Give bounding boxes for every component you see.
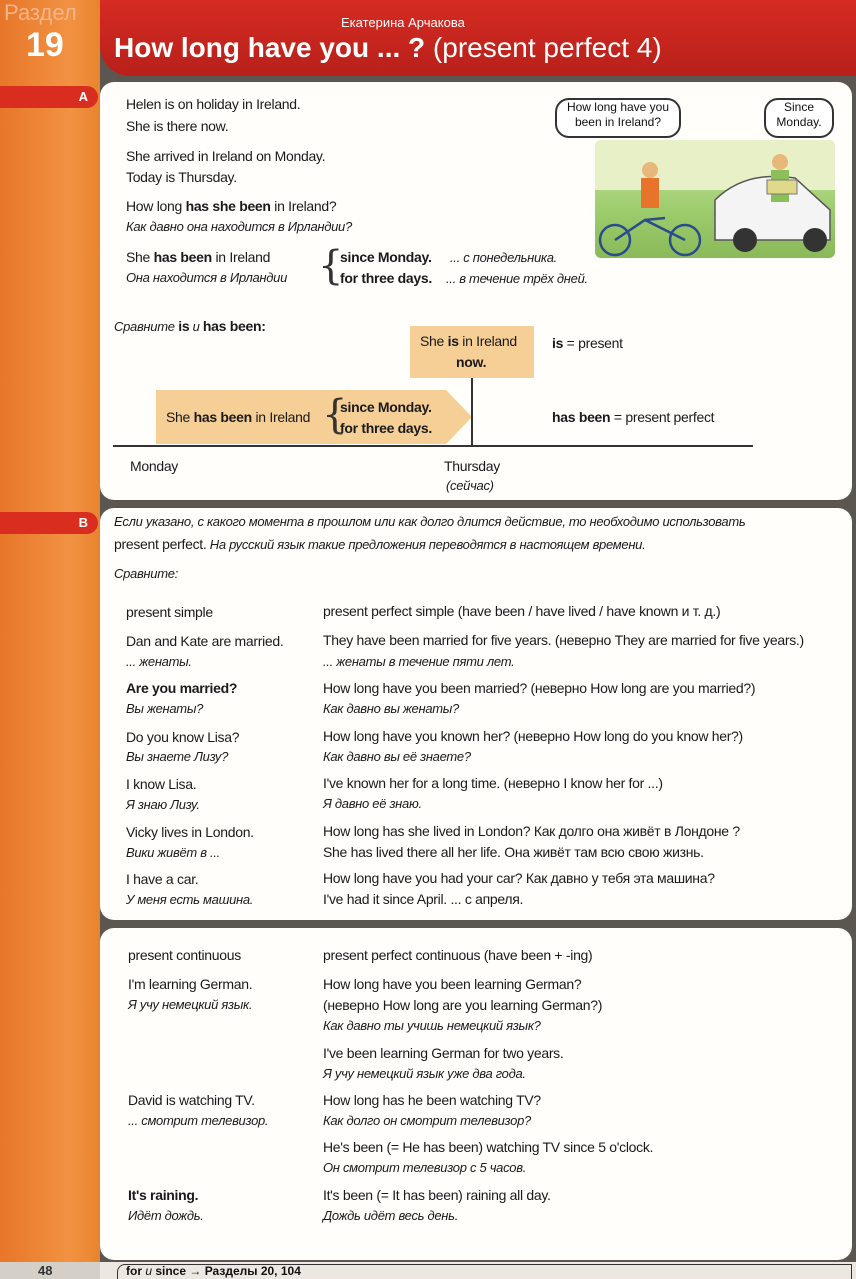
- b-row-2-left: Are you married?: [126, 680, 238, 696]
- title-sub: (present perfect 4): [432, 32, 662, 63]
- c-row-2-r1: How long has he been watching TV?: [323, 1092, 541, 1108]
- title-main: How long have you ... ?: [114, 32, 426, 63]
- a-statement: [126, 249, 270, 265]
- c-row-1-r2: (неверно How long are you learning German?): [323, 997, 603, 1013]
- a-since-ru: ... с понедельника.: [450, 250, 557, 265]
- b-intro-2: [114, 536, 645, 552]
- diagram-since: since Monday.: [340, 399, 432, 415]
- unit-number: 19: [26, 26, 64, 64]
- timeline-monday: Monday: [130, 458, 179, 474]
- s-post: in Ireland: [211, 249, 271, 265]
- b-intro-en: present perfect.: [114, 536, 207, 552]
- now-bold: is: [447, 333, 459, 349]
- b-row-4-left: I know Lisa.: [126, 776, 197, 792]
- now-pre: She: [420, 333, 448, 349]
- timeline-now-marker: [471, 378, 473, 446]
- b-row-3-right-ru: Как давно вы её знаете?: [323, 749, 471, 764]
- is-rest: = present: [563, 335, 623, 351]
- b-row-1-right: They have been married for five years. (неверно They are married for five years.): [323, 632, 804, 648]
- c-head-right: present perfect continuous (have been + -ing): [323, 947, 593, 963]
- b-row-4-left-ru: Я знаю Лизу.: [126, 797, 200, 812]
- c-row-1-left-ru: Я учу немецкий язык.: [128, 997, 253, 1012]
- b-row-2-left-ru: Вы женаты?: [126, 701, 204, 716]
- a-since: since Monday.: [340, 249, 432, 265]
- a-question: [126, 198, 336, 214]
- b-row-5-left: Vicky lives in London.: [126, 824, 254, 840]
- car-wheel-icon: [733, 228, 757, 252]
- map-icon: [767, 180, 797, 194]
- now-post: in Ireland: [458, 333, 517, 349]
- hb-rest: = present perfect: [610, 409, 715, 425]
- diagram-for: for three days.: [340, 420, 432, 436]
- c-row-3-left-ru: Идёт дождь.: [128, 1208, 204, 1223]
- b-row-5-right: How long has she lived in London? Как долго она живёт в Лондоне ?: [323, 823, 740, 839]
- a-line-2: She is there now.: [126, 118, 229, 134]
- been-pre: She: [166, 409, 194, 425]
- driver-head-icon: [772, 154, 788, 170]
- b-intro-ru-1: Если указано, с какого момента в прошлом или как долго длится действие, то необходимо использовать: [114, 514, 746, 529]
- b-head-left: present simple: [126, 604, 213, 620]
- b-row-5-left-ru: Вики живёт в ...: [126, 845, 220, 860]
- illustration-svg: [595, 140, 835, 258]
- b-row-6-left: I have a car.: [126, 871, 199, 887]
- cyclist-head-icon: [642, 162, 658, 178]
- section-b-marker: B: [0, 512, 98, 534]
- is-bold: is: [552, 335, 564, 351]
- been-post: in Ireland: [251, 409, 311, 425]
- b-row-3-right: How long have you known her? (неверно How long do you know her?): [323, 728, 743, 744]
- b-row-4-right: I've known her for a long time. (неверно I know her for ...): [323, 775, 663, 791]
- been-bold: has been: [193, 409, 252, 425]
- has-been-box-text: [166, 409, 310, 425]
- b-row-6-right-2: I've had it since April. ... с апреля.: [323, 891, 524, 907]
- now-box-text: [420, 333, 517, 349]
- compare-and: и: [189, 319, 203, 334]
- footer-cross-reference: [126, 1264, 301, 1278]
- a-line-1: Helen is on holiday in Ireland.: [126, 96, 301, 112]
- s-pre: She: [126, 249, 154, 265]
- compare-label: [114, 318, 266, 334]
- car-wheel-icon-2: [803, 228, 827, 252]
- speech-bubble-right: Since Monday.: [764, 98, 834, 138]
- c-row-3-r2: Дождь идёт весь день.: [323, 1208, 459, 1223]
- c-row-1-left: I'm learning German.: [128, 976, 253, 992]
- c-row-1-r5: Я учу немецкий язык уже два года.: [323, 1066, 526, 1081]
- now-word: now.: [456, 354, 487, 370]
- a-line-3: She arrived in Ireland on Monday.: [126, 148, 326, 164]
- b-intro-ru-2: На русский язык такие предложения переводятся в настоящем времени.: [206, 537, 646, 552]
- watermark-author: Екатерина Арчакова: [341, 15, 465, 30]
- c-row-2-r3: He's been (= He has been) watching TV since 5 o'clock.: [323, 1139, 654, 1155]
- b-row-2-right: How long have you been married? (неверно How long are you married?): [323, 680, 756, 696]
- speech-bubble-left: How long have you been in Ireland?: [555, 98, 681, 138]
- is-present-label: [552, 335, 623, 351]
- compare-has-been: has been:: [202, 318, 266, 334]
- a-line-4: Today is Thursday.: [126, 169, 237, 185]
- s-bold: has been: [153, 249, 212, 265]
- b-row-3-left-ru: Вы знаете Лизу?: [126, 749, 229, 764]
- diagram-brace: {: [322, 392, 348, 438]
- b-head-right: present perfect simple (have been / have lived / have known и т. д.): [323, 603, 721, 619]
- b-row-1-left: Dan and Kate are married.: [126, 633, 284, 649]
- b-compare: Сравните:: [114, 566, 178, 581]
- section-a-marker: A: [0, 86, 98, 108]
- b-row-3-left: Do you know Lisa?: [126, 729, 240, 745]
- a-question-ru: Как давно она находится в Ирландии?: [126, 219, 352, 234]
- c-row-3-r1: It's been (= It has been) raining all day.: [323, 1187, 551, 1203]
- razdel-label: Раздел: [4, 0, 77, 25]
- b-row-5-right-2: She has lived there all her life. Она живёт там всю свою жизнь.: [323, 844, 704, 860]
- b-row-2-right-ru: Как давно вы женаты?: [323, 701, 459, 716]
- c-row-3-left: It's raining.: [128, 1187, 199, 1203]
- a-for: for three days.: [340, 270, 432, 286]
- c-row-2-r2: Как долго он смотрит телевизор?: [323, 1113, 531, 1128]
- q-post: in Ireland?: [270, 198, 337, 214]
- compare-is: is: [178, 318, 190, 334]
- c-row-1-r3: Как давно ты учишь немецкий язык?: [323, 1018, 541, 1033]
- illustration-tourists: [595, 140, 835, 258]
- c-head-left: present continuous: [128, 947, 241, 963]
- a-statement-ru: Она находится в Ирландии: [126, 270, 288, 285]
- q-pre: How long: [126, 198, 186, 214]
- footer-since: since → Разделы 20, 104: [155, 1264, 301, 1278]
- a-for-ru: ... в течение трёх дней.: [446, 271, 588, 286]
- footer-for: for: [126, 1264, 142, 1278]
- b-row-6-left-ru: У меня есть машина.: [126, 892, 254, 907]
- b-row-4-right-ru: Я давно её знаю.: [323, 796, 422, 811]
- left-margin-strip: [0, 0, 100, 1279]
- page-title: [114, 32, 662, 64]
- c-row-2-left: David is watching TV.: [128, 1092, 255, 1108]
- page-number: 48: [38, 1263, 53, 1278]
- c-row-1-r4: I've been learning German for two years.: [323, 1045, 564, 1061]
- b-row-1-right-ru: ... женаты в течение пяти лет.: [323, 654, 515, 669]
- has-been-arrow-icon: [446, 390, 472, 444]
- q-bold: has she been: [185, 198, 271, 214]
- b-row-1-left-ru: ... женаты.: [126, 654, 192, 669]
- compare-ru: Сравните: [114, 319, 175, 334]
- c-row-1-r1: How long have you been learning German?: [323, 976, 582, 992]
- b-row-6-right: How long have you had your car? Как давно у тебя эта машина?: [323, 870, 715, 886]
- footer-and: и: [142, 1264, 156, 1278]
- c-row-2-left-ru: ... смотрит телевизор.: [128, 1113, 269, 1128]
- c-row-2-r4: Он смотрит телевизор с 5 часов.: [323, 1160, 527, 1175]
- timeline-now-ru: (сейчас): [446, 478, 494, 493]
- hb-bold: has been: [552, 409, 611, 425]
- timeline-thursday: Thursday: [444, 458, 500, 474]
- a-brace: {: [318, 243, 344, 289]
- has-been-present-perfect-label: [552, 409, 714, 425]
- timeline-axis: [113, 445, 753, 447]
- cyclist-body-shape: [641, 178, 659, 208]
